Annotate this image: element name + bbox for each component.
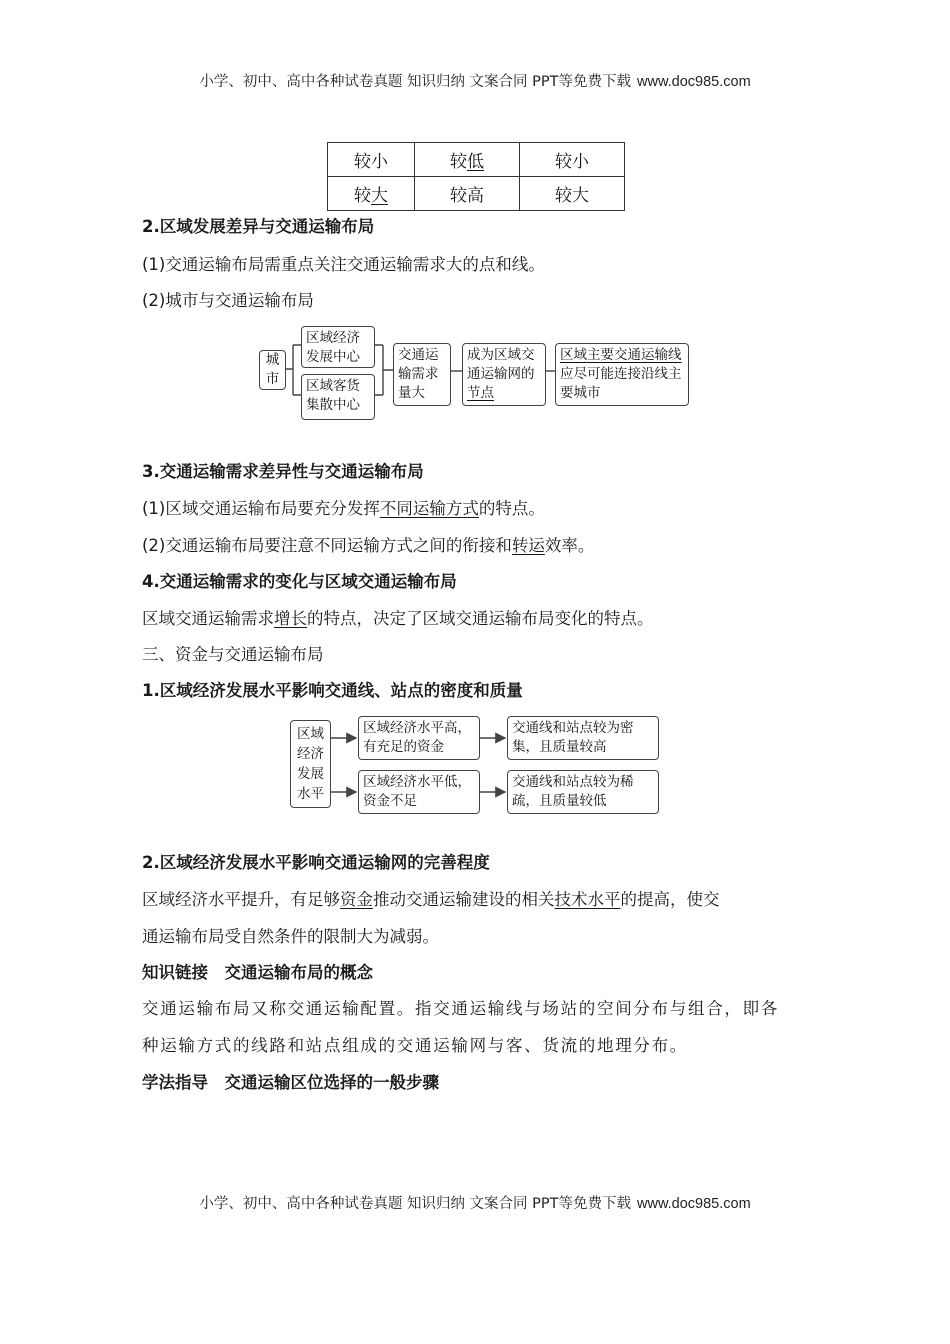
section-heading: 3.交通运输需求差异性与交通运输布局: [142, 462, 424, 481]
paragraph: (2)交通运输布局要注意不同运输方式之间的衔接和转运效率。: [142, 536, 595, 555]
knowledge-link-heading: 知识链接 交通运输布局的概念: [142, 963, 373, 982]
paragraph: 种运输方式的线路和站点组成的交通运输网与客、货流的地理分布。: [142, 1036, 688, 1055]
flow-node-economic-center: 区域经济发展中心: [301, 326, 375, 368]
header-text: 小学、初中、高中各种试卷真题 知识归纳 文案合同 PPT等免费下载: [199, 74, 632, 90]
flow-node-network-hub: 成为区域交通运输网的节点: [462, 343, 546, 406]
paragraph: 交通运输布局又称交通运输配置。指交通运输线与场站的空间分布与组合，即各: [142, 999, 779, 1018]
paragraph: 通运输布局受自然条件的限制大为减弱。: [142, 927, 439, 946]
table-cell: 较大: [520, 177, 625, 211]
table-cell: 较低: [415, 143, 520, 177]
paragraph: (1)交通运输布局需重点关注交通运输需求大的点和线。: [142, 255, 545, 274]
paragraph: 区域交通运输需求增长的特点，决定了区域交通运输布局变化的特点。: [142, 609, 654, 628]
method-guide-heading: 学法指导 交通运输区位选择的一般步骤: [142, 1073, 439, 1092]
table-cell: 较小: [328, 143, 415, 177]
flow-node-main-routes: 区域主要交通运输线应尽可能连接沿线主要城市: [555, 343, 689, 406]
flow-node-distribution-center: 区域客货集散中心: [301, 374, 375, 420]
section-heading: 4.交通运输需求的变化与区域交通运输布局: [142, 572, 457, 591]
flow-node-dense-network: 交通线和站点较为密集，且质量较高: [507, 716, 659, 760]
footer-url[interactable]: www.doc985.com: [637, 1196, 751, 1212]
flow-node-sparse-network: 交通线和站点较为稀疏，且质量较低: [507, 770, 659, 814]
table-cell: 较小: [520, 143, 625, 177]
chapter-heading: 三、资金与交通运输布局: [142, 645, 324, 664]
footer-text: 小学、初中、高中各种试卷真题 知识归纳 文案合同 PPT等免费下载: [199, 1196, 632, 1212]
page-footer: [0, 1192, 950, 1213]
flow-node-city: 城市: [259, 350, 286, 390]
paragraph: (2)城市与交通运输布局: [142, 291, 314, 310]
section-heading: 2.区域发展差异与交通运输布局: [142, 217, 375, 236]
paragraph: (1)区域交通运输布局要充分发挥不同运输方式的特点。: [142, 499, 545, 518]
paragraph: 区域经济水平提升，有足够资金推动交通运输建设的相关技术水平的提高，使交: [142, 890, 720, 909]
section-heading: 1.区域经济发展水平影响交通线、站点的密度和质量: [142, 681, 523, 700]
flow-node-low-level: 区域经济水平低，资金不足: [358, 770, 480, 814]
flow-node-high-demand: 交通运输需求量大: [393, 343, 451, 406]
table-cell: 较高: [415, 177, 520, 211]
flow-node-economic-level: 区域经济发展水平: [290, 720, 331, 808]
flow-node-high-level: 区域经济水平高，有充足的资金: [358, 716, 480, 760]
table-cell: 较大: [328, 177, 415, 211]
header-url[interactable]: www.doc985.com: [637, 74, 751, 90]
section-heading: 2.区域经济发展水平影响交通运输网的完善程度: [142, 853, 490, 872]
